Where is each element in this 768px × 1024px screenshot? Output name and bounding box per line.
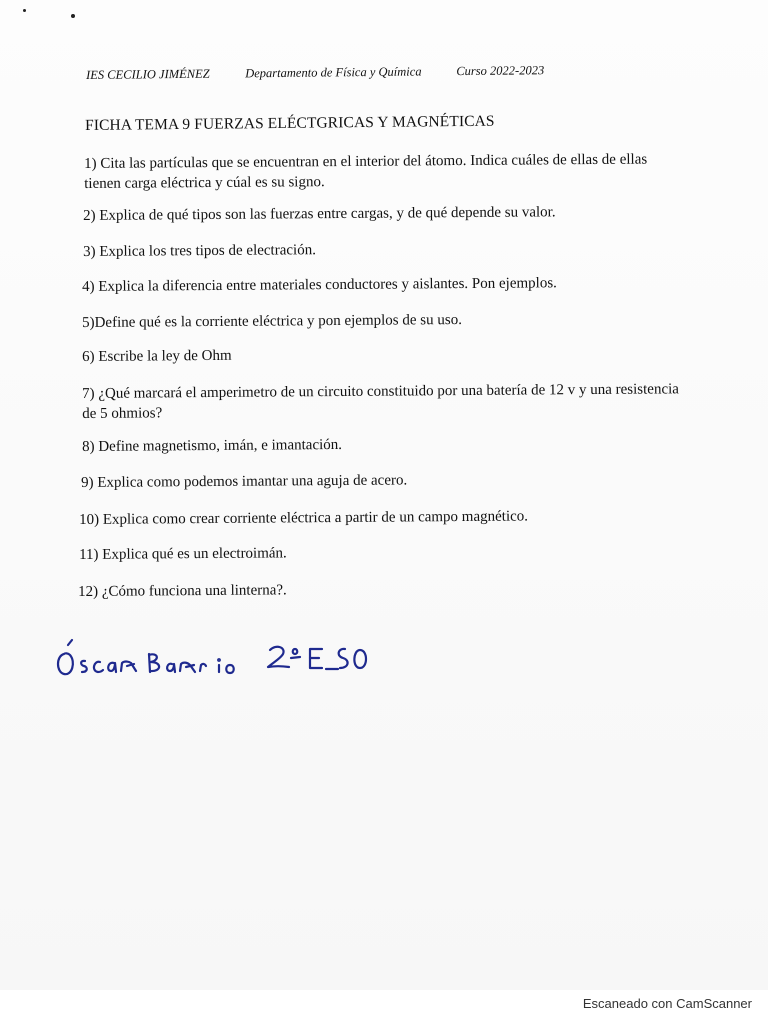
school-name: IES CECILIO JIMÉNEZ	[86, 66, 210, 82]
question-line: 6) Escribe la ley de Ohm	[82, 347, 232, 365]
question-item	[82, 435, 342, 457]
question-line: 2) Explica de qué tipos son las fuerzas entre cargas, y de qué depende su valor.	[83, 204, 556, 224]
question-item	[82, 310, 462, 333]
question-item	[81, 470, 407, 493]
question-line: 7) ¿Qué marcará el amperimetro de un circuito constituido por una batería de 12 v y una resistencia	[82, 381, 679, 402]
question-item	[82, 346, 232, 367]
worksheet-title: FICHA TEMA 9 FUERZAS ELÉCTGRICAS Y MAGNÉTICAS	[85, 112, 495, 134]
handwritten-signature	[54, 636, 384, 686]
question-item	[83, 202, 556, 226]
course-year: Curso 2022-2023	[456, 63, 545, 79]
question-line: tienen carga eléctrica y cúal es su signo.	[84, 174, 325, 192]
question-item	[79, 543, 287, 565]
question-item	[79, 506, 528, 530]
question-item	[83, 240, 316, 262]
question-line: 4) Explica la diferencia entre materiales conductores y aislantes. Pon ejemplos.	[82, 275, 557, 295]
question-line: 9) Explica como podemos imantar una aguja de acero.	[81, 472, 408, 491]
question-line: de 5 ohmios?	[82, 405, 163, 422]
question-line: 10) Explica como crear corriente eléctrica a partir de un campo magnético.	[79, 508, 529, 528]
scanner-watermark: Escaneado con CamScanner	[582, 996, 752, 1011]
question-line: 1) Cita las partículas que se encuentran en el interior del átomo. Indica cuáles de ellas de ellas	[84, 151, 648, 172]
question-item	[82, 273, 557, 297]
question-line: 11) Explica qué es un electroimán.	[79, 545, 287, 563]
question-line: 12) ¿Cómo funciona una linterna?.	[78, 582, 287, 600]
question-line: 5)Define qué es la corriente eléctrica y pon ejemplos de su uso.	[82, 312, 462, 331]
question-item	[84, 150, 647, 194]
question-item	[82, 379, 679, 424]
question-item	[78, 580, 287, 602]
question-line: 8) Define magnetismo, imán, e imantación.	[82, 436, 343, 455]
signature-ink	[58, 640, 366, 674]
department-name: Departamento de Física y Química	[245, 64, 422, 81]
question-line: 3) Explica los tres tipos de electración.	[83, 242, 316, 260]
